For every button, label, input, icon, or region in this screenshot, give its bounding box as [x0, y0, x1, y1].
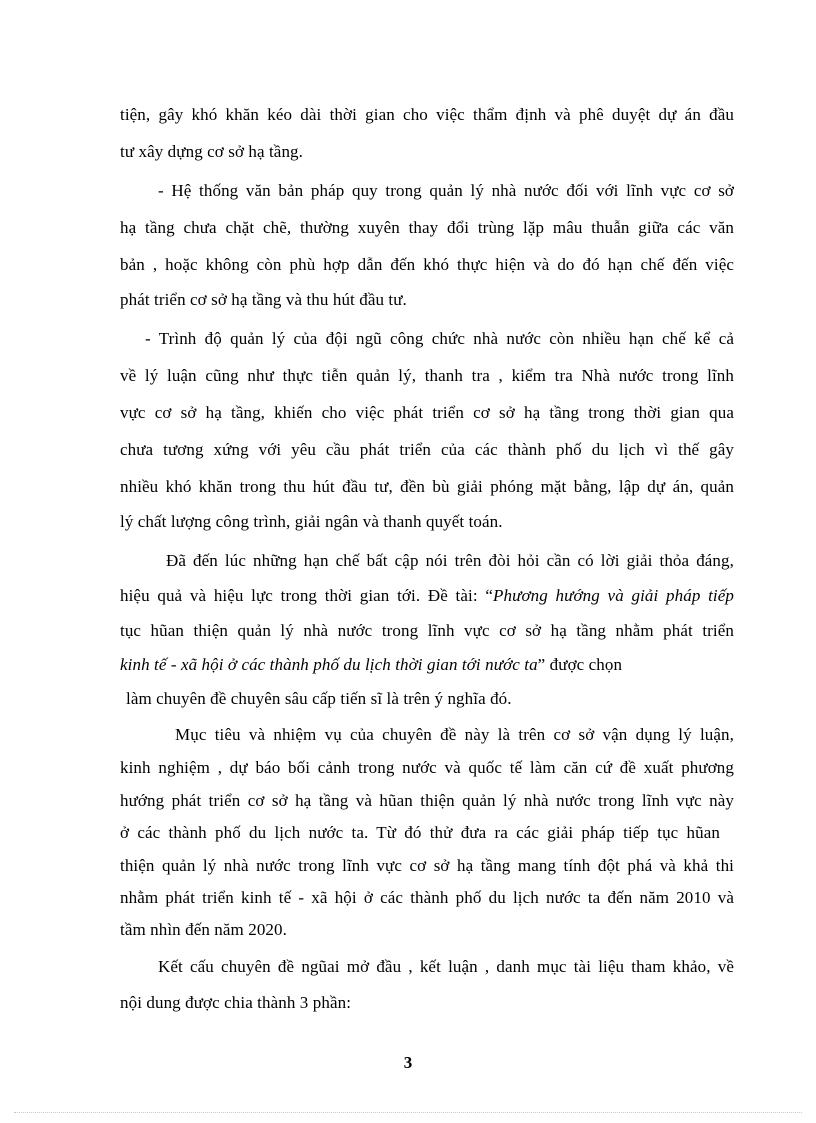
text-line: hạ tầng chưa chặt chẽ, thường xuyên thay đổi trùng lặp mâu thuẫn giữa các văn	[120, 218, 734, 237]
text-line: tầm nhìn đến năm 2020.	[120, 920, 287, 939]
text-line: tiện, gây khó khăn kéo dài thời gian cho việc thẩm định và phê duyệt dự án đầu	[120, 105, 734, 124]
text-line: vực cơ sở hạ tầng, khiến cho việc phát triển cơ sở hạ tầng trong thời gian qua	[120, 403, 734, 422]
text-line: làm chuyên đề chuyên sâu cấp tiến sĩ là trên ý nghĩa đó.	[126, 689, 512, 708]
text-line-mixed	[120, 586, 734, 606]
page-number: 3	[403, 1053, 413, 1072]
text-line: hướng phát triển cơ sở hạ tầng và hũan thiện quản lý nhà nước trong lĩnh vực này	[120, 791, 734, 810]
text-line: Kết cấu chuyên đề ngũai mở đầu , kết luận , danh mục tài liệu tham khảo, về	[158, 957, 734, 976]
text-line: nội dung được chia thành 3 phần:	[120, 993, 352, 1012]
text-line: về lý luận cũng như thực tiễn quản lý, thanh tra , kiểm tra Nhà nước trong lĩnh	[120, 366, 734, 385]
italic-title-segment: Phương hướng và giải pháp tiếp	[493, 586, 734, 605]
text-line: nhằm phát triển kinh tế - xã hội ở các thành phố du lịch nước ta đến năm 2010 và	[120, 888, 734, 907]
text-line: bản , hoặc không còn phù hợp dẫn đến khó thực hiện và do đó hạn chế đến việc	[120, 255, 734, 274]
text-line: tư xây dựng cơ sở hạ tầng.	[120, 142, 304, 161]
text-line: nhiều khó khăn trong thu hút đầu tư, đền bù giải phóng mặt bằng, lập dự án, quản	[120, 477, 734, 496]
text-line: chưa tương xứng với yêu cầu phát triển của các thành phố du lịch vì thế gây	[120, 440, 734, 459]
text-line: thiện quản lý nhà nước trong lĩnh vực cơ sở hạ tầng mang tính đột phá và khả thi	[120, 856, 734, 875]
text-line: lý chất lượng công trình, giải ngân và thanh quyết toán.	[120, 512, 503, 531]
text-line: Đã đến lúc những hạn chế bất cập nói trên đòi hỏi cần có lời giải thỏa đáng,	[166, 551, 734, 570]
page-bottom-divider	[14, 1112, 802, 1113]
text-line: - Trình độ quản lý của đội ngũ công chức nhà nước còn nhiều hạn chế kể cả	[145, 329, 734, 348]
italic-title-segment: kinh tế - xã hội ở các thành phố du lịch thời gian tới nước ta	[120, 655, 538, 674]
text-line: Mục tiêu và nhiệm vụ của chuyên đề này là trên cơ sở vận dụng lý luận,	[175, 725, 734, 744]
text-line-mixed	[120, 655, 622, 675]
italic-title-line: tục hũan thiện quản lý nhà nước trong lĩnh vực cơ sở hạ tầng nhằm phát triển	[120, 621, 734, 640]
text-segment: hiệu quả và hiệu lực trong thời gian tới. Đề tài: “	[120, 586, 494, 605]
text-line: ở các thành phố du lịch nước ta. Từ đó thử đưa ra các giải pháp tiếp tục hũan	[120, 823, 720, 842]
text-line: phát triển cơ sở hạ tầng và thu hút đầu tư.	[120, 290, 407, 309]
text-segment: ” được chọn	[537, 655, 623, 674]
text-line: kinh nghiệm , dự báo bối cảnh trong nước và quốc tế làm căn cứ đề xuất phương	[120, 758, 734, 777]
text-line: - Hệ thống văn bản pháp quy trong quản lý nhà nước đối với lĩnh vực cơ sở	[158, 181, 734, 200]
